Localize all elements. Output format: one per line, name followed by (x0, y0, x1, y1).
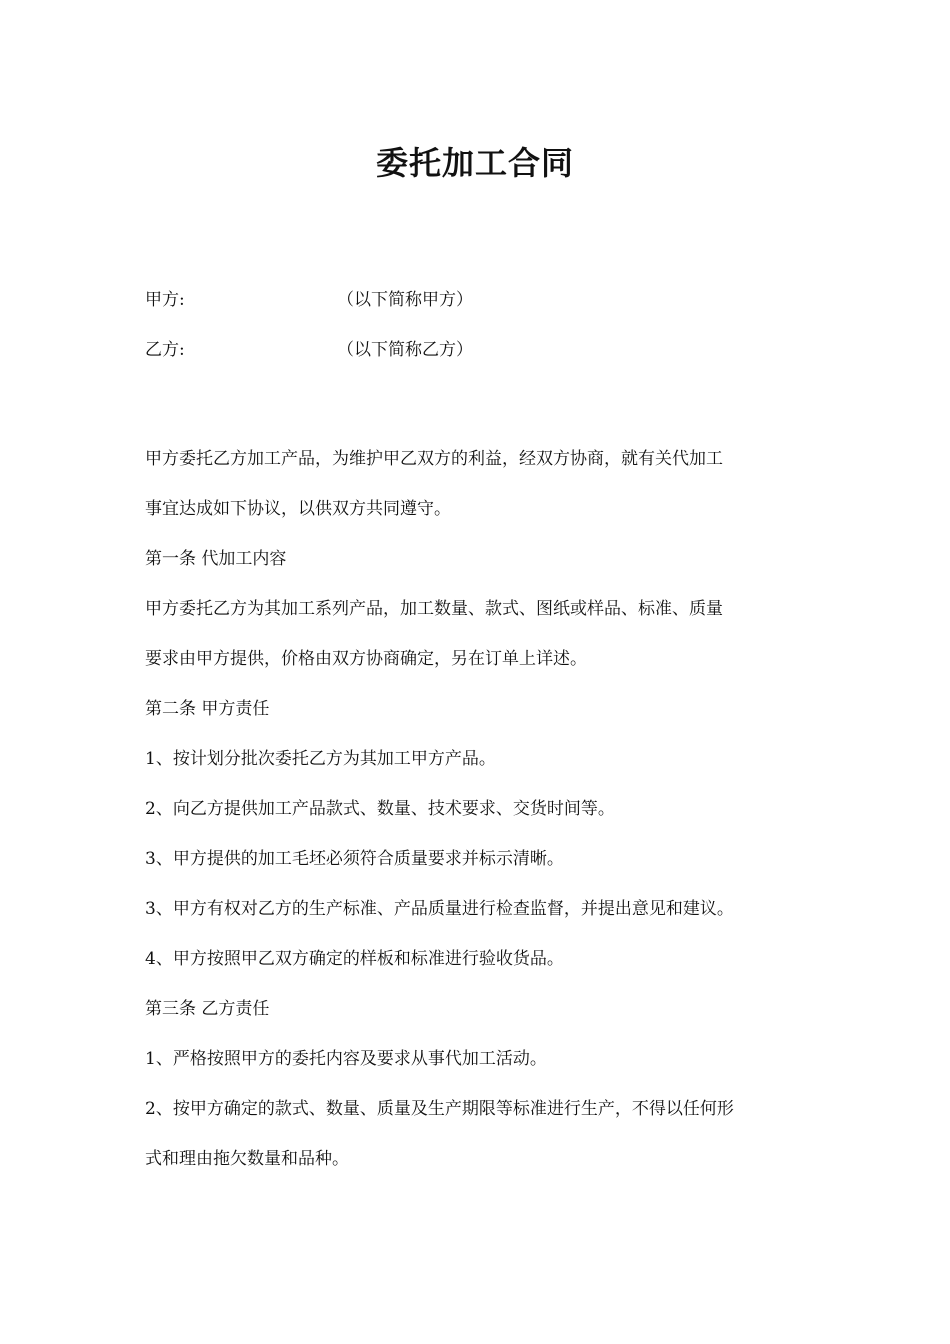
party-a-label: 甲方: (145, 290, 185, 310)
section-heading: 第三条 乙方责任 (145, 999, 270, 1019)
body-line: 事宜达成如下协议，以供双方共同遵守。 (145, 499, 451, 519)
section-heading: 第一条 代加工内容 (145, 549, 287, 569)
contract-body (145, 434, 810, 1184)
list-item: 1、严格按照甲方的委托内容及要求从事代加工活动。 (145, 1049, 547, 1069)
list-item: 2、向乙方提供加工产品款式、数量、技术要求、交货时间等。 (145, 799, 615, 819)
list-item: 3、甲方提供的加工毛坯必须符合质量要求并标示清晰。 (145, 849, 564, 869)
body-line: 要求由甲方提供，价格由双方协商确定，另在订单上详述。 (145, 649, 587, 669)
list-item: 2、按甲方确定的款式、数量、质量及生产期限等标准进行生产，不得以任何形 (145, 1099, 734, 1119)
document-title: 委托加工合同 (375, 144, 574, 182)
list-item: 1、按计划分批次委托乙方为其加工甲方产品。 (145, 749, 496, 769)
party-b-label: 乙方: (145, 340, 185, 360)
section-heading: 第二条 甲方责任 (145, 699, 270, 719)
body-line: 甲方委托乙方加工产品，为维护甲乙双方的利益，经双方协商，就有关代加工 (145, 449, 723, 469)
party-a-note: （以下简称甲方） (337, 290, 473, 310)
body-line: 甲方委托乙方为其加工系列产品，加工数量、款式、图纸或样品、标准、质量 (145, 599, 723, 619)
party-b-note: （以下简称乙方） (337, 340, 473, 360)
list-item: 4、甲方按照甲乙双方确定的样板和标准进行验收货品。 (145, 949, 564, 969)
list-item: 3、甲方有权对乙方的生产标准、产品质量进行检查监督，并提出意见和建议。 (145, 899, 734, 919)
list-item: 式和理由拖欠数量和品种。 (145, 1149, 349, 1169)
